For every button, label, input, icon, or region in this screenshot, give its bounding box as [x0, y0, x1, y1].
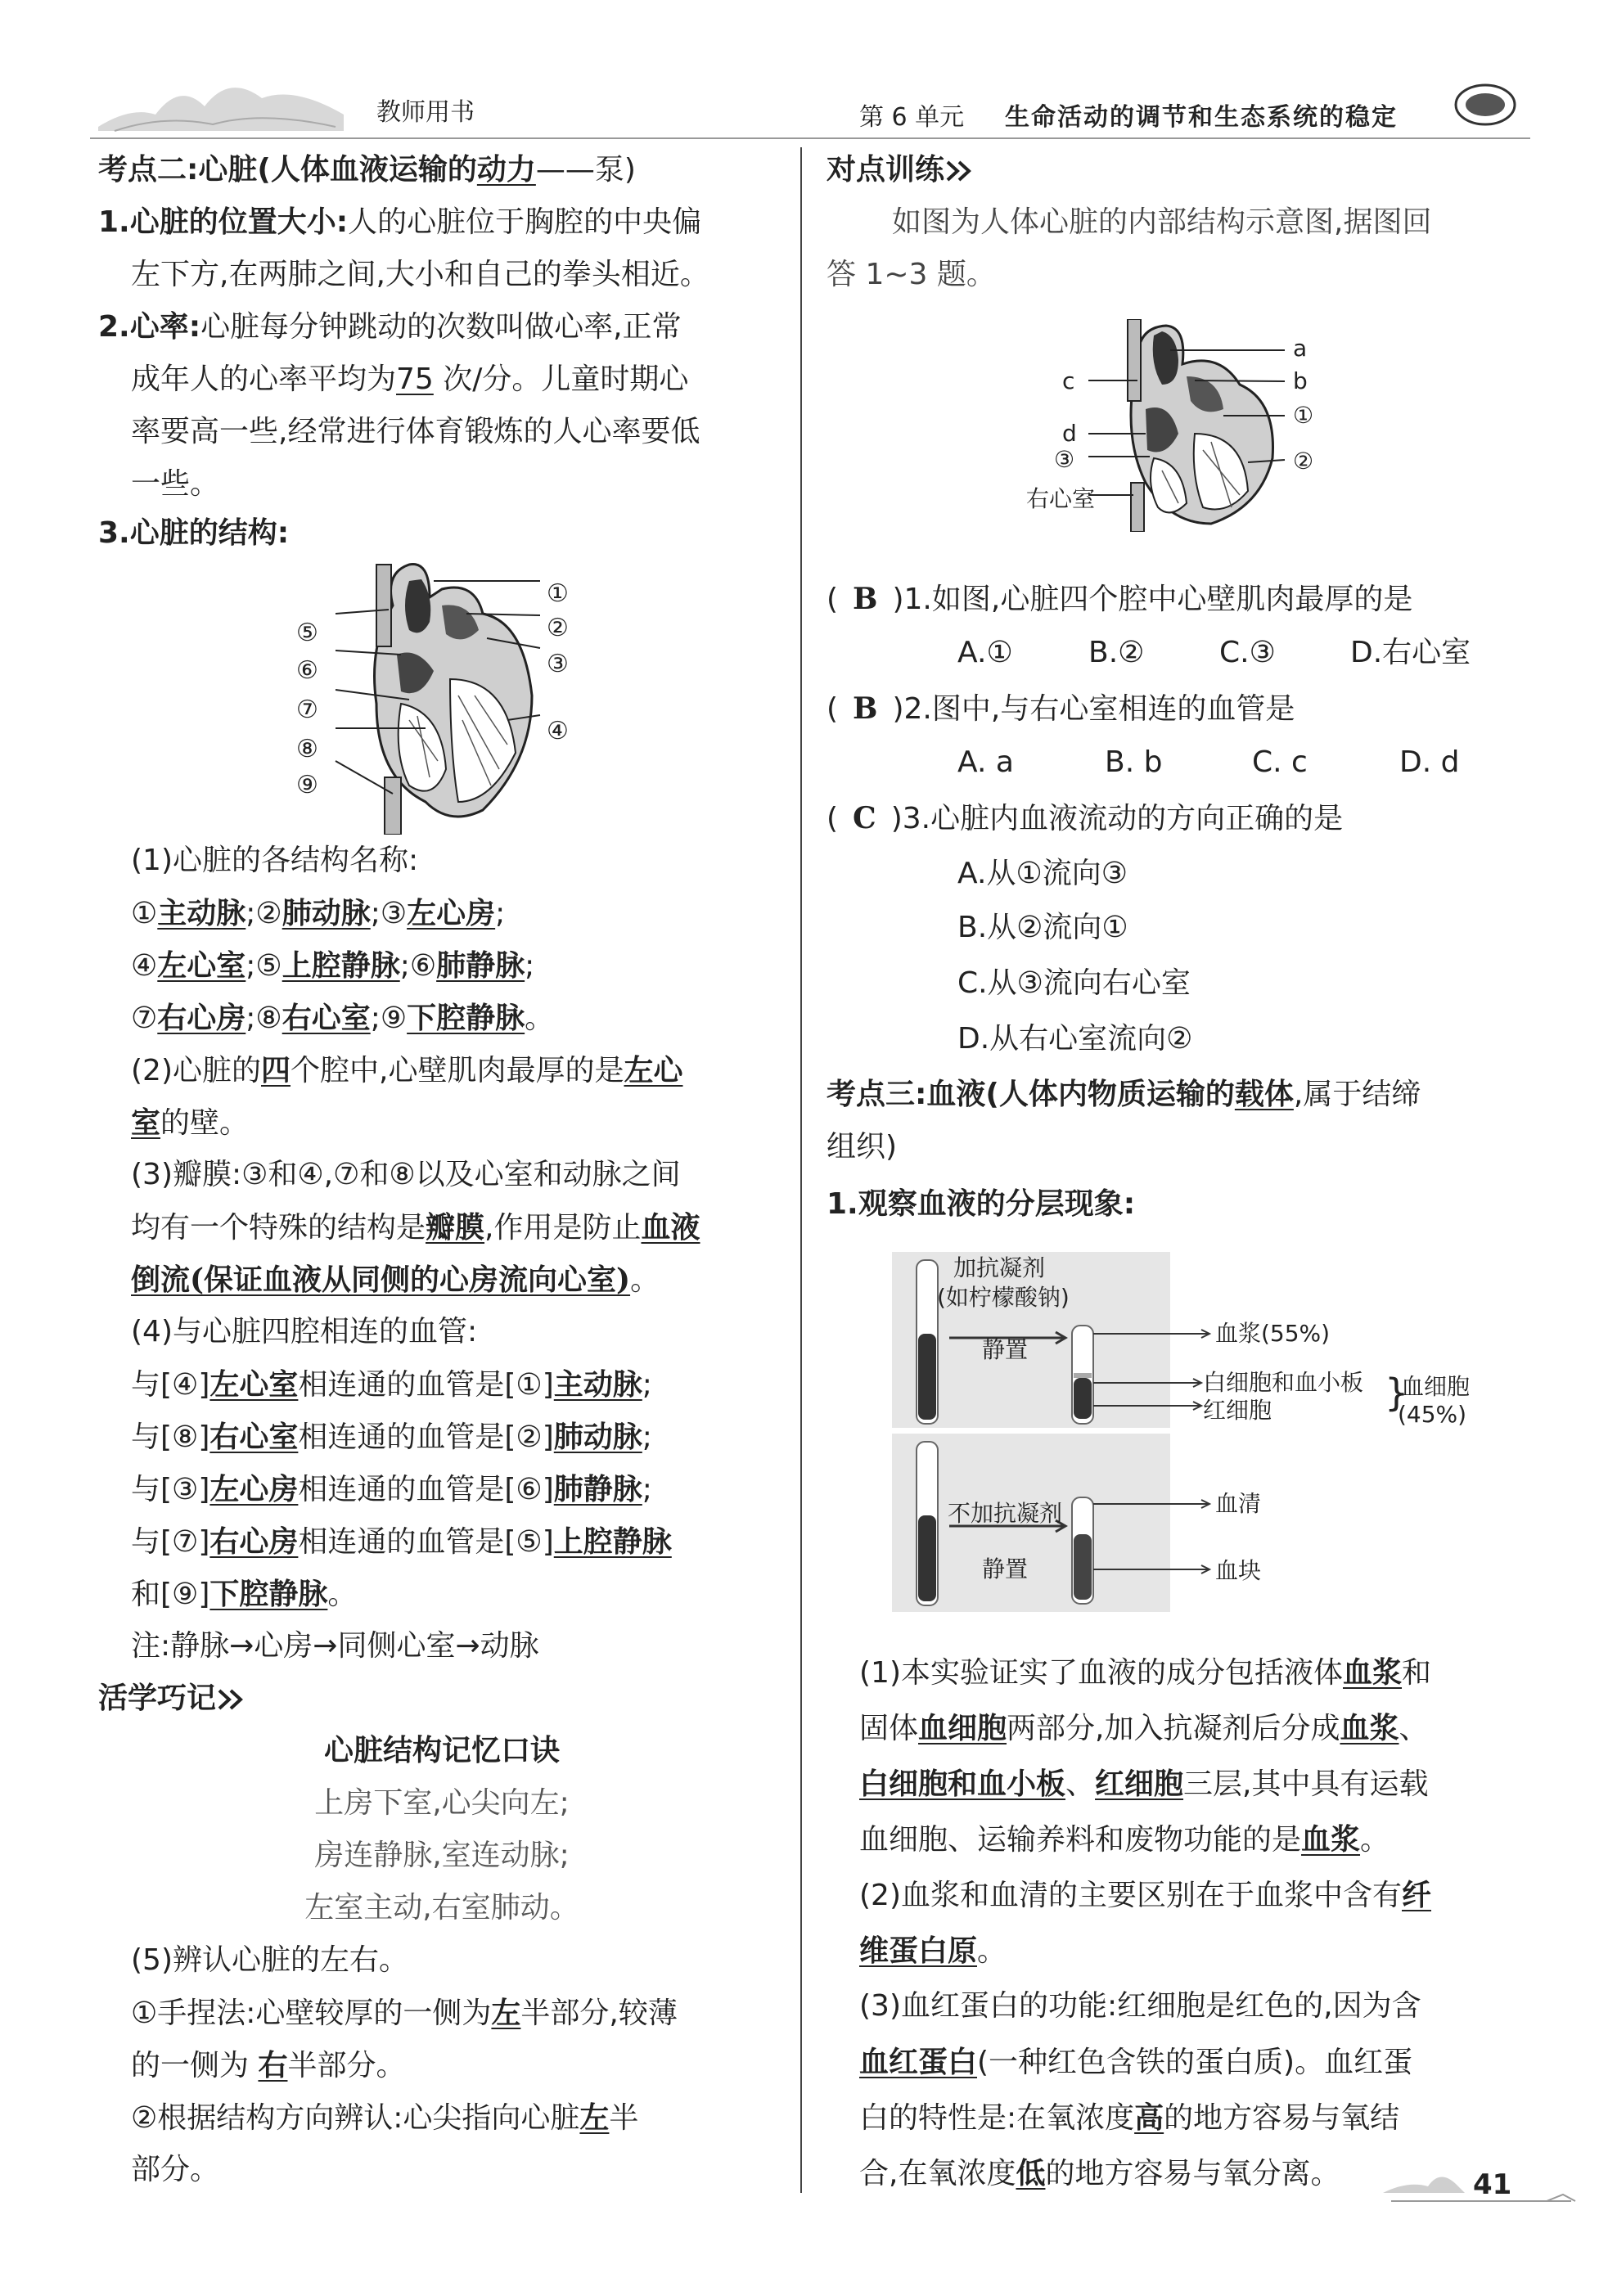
heart-label-4: ④ — [547, 717, 569, 745]
blood-label-rbc: 红细胞 — [1203, 1397, 1272, 1424]
s4-row3: 与[③]左心房相连通的血管是[⑥]肺静脉; — [131, 1472, 652, 1506]
blood-label-citrate: (如柠檬酸钠) — [937, 1284, 1070, 1311]
b3-line4: 合,在氧浓度低的地方容易与氧分离。 — [859, 2156, 1340, 2190]
b3-line2: 血红蛋白(一种红色含铁的蛋白质)。血红蛋 — [859, 2045, 1413, 2079]
fig-label-1: ① — [1293, 402, 1314, 429]
b3-line3: 白的特性是:在氧浓度高的地方容易与氧结 — [859, 2100, 1400, 2135]
blood-top-pointers — [1093, 1326, 1216, 1416]
header-emblem-icon — [1453, 82, 1518, 128]
b1-line3: 白细胞和血小板、红细胞三层,其中具有运载 — [859, 1767, 1429, 1801]
note-vein-flow: 注:静脉→心房→同侧心室→动脉 — [131, 1629, 539, 1663]
fig-label-3: ③ — [1054, 446, 1075, 473]
heart-label-3: ③ — [547, 650, 569, 678]
s4-row4: 与[⑦]右心房相连通的血管是[⑤]上腔静脉 — [131, 1524, 672, 1559]
q3-option-a: A.从①流向③ — [957, 857, 1128, 890]
double-chevron-icon — [944, 159, 974, 183]
blood-label-clot: 血块 — [1215, 1557, 1262, 1584]
rhyme-line-3: 左室主动,右室肺动。 — [304, 1891, 579, 1925]
blood-label-cells: 血细胞 — [1401, 1373, 1471, 1400]
blood-label-cells-pct: (45%) — [1398, 1401, 1467, 1428]
blood-label-plasma: 血浆(55%) — [1215, 1320, 1331, 1347]
s4-title: (4)与心脏四腔相连的血管: — [131, 1315, 478, 1348]
q3-option-d: D.从右心室流向② — [957, 1022, 1193, 1056]
b1-line2: 固体血细胞两部分,加入抗凝剂后分成血浆、 — [859, 1711, 1429, 1745]
q3-option-b: B.从②流向① — [957, 911, 1128, 944]
s4-row2: 与[⑧]右心室相连通的血管是[②]肺动脉; — [131, 1420, 652, 1454]
q1-option-b: B.② — [1088, 636, 1145, 669]
training-intro-1: 如图为人体心脏的内部结构示意图,据图回 — [892, 205, 1432, 239]
s3-line3: 倒流(保证血液从同侧的心房流向心室)。 — [131, 1263, 660, 1297]
q1-option-c: C.③ — [1219, 636, 1276, 669]
k3-heading-line2: 组织) — [827, 1130, 898, 1164]
q2-option-a: A. a — [957, 745, 1014, 779]
heart-label-9: ⑨ — [296, 771, 318, 799]
fig-label-d: d — [1062, 420, 1077, 447]
fig-label-2: ② — [1293, 448, 1314, 475]
s5-line4: 部分。 — [131, 2153, 220, 2186]
b3-line1: (3)血红蛋白的功能:红细胞是红色的,因为含 — [859, 1989, 1421, 2023]
s4-row5: 和[⑨]下腔静脉。 — [131, 1577, 358, 1611]
s1-title: (1)心脏的各结构名称: — [131, 844, 419, 877]
s1-row2: ④左心室;⑤上腔静脉;⑥肺静脉; — [131, 948, 535, 983]
k2-heading: 考点二:心脏(人体血液运输的动力——泵) — [98, 153, 636, 187]
training-intro-2: 答 1~3 题。 — [827, 258, 996, 291]
heart-label-8: ⑧ — [296, 735, 318, 763]
s5-line3: ②根据结构方向辨认:心尖指向心脏左半 — [131, 2100, 639, 2135]
heart-label-7: ⑦ — [296, 696, 318, 724]
b1-line1: (1)本实验证实了血液的成分包括液体血浆和 — [859, 1655, 1432, 1690]
q3-stem: ( C )3.心脏内血液流动的方向正确的是 — [827, 801, 1344, 835]
q2-option-b: B. b — [1105, 745, 1163, 779]
column-divider — [800, 147, 802, 2193]
rhyme-title: 心脏结构记忆口诀 — [323, 1734, 560, 1767]
s5-title: (5)辨认心脏的左右。 — [131, 1943, 408, 1977]
s3-line1: (3)瓣膜:③和④,⑦和⑧以及心室和动脉之间 — [131, 1158, 681, 1191]
fig-label-c: c — [1062, 367, 1075, 394]
q1-stem: ( B )1.如图,心脏四个腔中心壁肌肉最厚的是 — [827, 582, 1413, 616]
heart-label-2: ② — [547, 614, 569, 642]
header-rule — [90, 137, 1530, 139]
fig-label-right-ventricle: 右心室 — [1026, 485, 1096, 512]
heart-label-1: ① — [547, 579, 569, 608]
s3-line2: 均有一个特殊的结构是瓣膜,作用是防止血液 — [131, 1210, 700, 1245]
header-mountain-decoration — [98, 49, 344, 139]
training-heart-diagram — [1088, 319, 1326, 532]
q2-option-c: C. c — [1252, 745, 1308, 779]
header-unit-name: 生命活动的调节和生态系统的稳定 — [1005, 103, 1398, 132]
p2-line4: 一些。 — [131, 467, 220, 501]
blood-label-serum: 血清 — [1215, 1490, 1262, 1517]
p1-line2: 左下方,在两肺之间,大小和自己的拳头相近。 — [131, 258, 709, 291]
rhyme-line-2: 房连静脉,室连动脉; — [314, 1839, 570, 1872]
b2-line2: 维蛋白原。 — [859, 1934, 1007, 1968]
k3-heading-line1: 考点三:血液(人体内物质运输的载体,属于结缔 — [827, 1078, 1421, 1111]
s2-line1: (2)心脏的四个腔中,心壁肌肉最厚的是左心 — [131, 1053, 683, 1087]
heart-label-6: ⑥ — [296, 656, 318, 685]
page-number: 41 — [1473, 2168, 1512, 2201]
blood-label-wbc-platelet: 白细胞和血小板 — [1203, 1369, 1364, 1396]
q3-option-c: C.从③流向右心室 — [957, 966, 1191, 1000]
blood-brace: } — [1385, 1371, 1409, 1415]
heart-label-5: ⑤ — [296, 619, 318, 647]
b2-line1: (2)血浆和血清的主要区别在于血浆中含有纤 — [859, 1878, 1432, 1912]
blood-label-anticoagulant: 加抗凝剂 — [953, 1254, 1046, 1281]
training-heading: 对点训练 — [827, 144, 974, 196]
fig-label-a: a — [1293, 335, 1308, 362]
blood-bottom-pointers — [1093, 1497, 1216, 1579]
p2-line2: 成年人的心率平均为75 次/分。儿童时期心 — [131, 362, 689, 396]
q1-option-d: D.右心室 — [1350, 636, 1471, 669]
header-unit: 第 6 单元 — [859, 103, 965, 132]
p2-line3: 率要高一些,经常进行体育锻炼的人心率要低 — [131, 415, 700, 448]
s4-row1: 与[④]左心室相连通的血管是[①]主动脉; — [131, 1367, 652, 1402]
fig-label-b: b — [1293, 367, 1308, 394]
o1-heading: 1.观察血液的分层现象: — [827, 1187, 1136, 1221]
b1-line4: 血细胞、运输养料和废物功能的是血浆。 — [859, 1822, 1390, 1857]
tip-heading: 活学巧记 — [98, 1672, 245, 1725]
blood-label-still-bottom: 静置 — [982, 1555, 1029, 1582]
header-book-label: 教师用书 — [376, 98, 475, 127]
s5-line2: 的一侧为 右半部分。 — [131, 2048, 406, 2082]
p2-line1: 2.心率:心脏每分钟跳动的次数叫做心率,正常 — [98, 310, 682, 344]
blood-label-no-anticoagulant: 不加抗凝剂 — [948, 1500, 1063, 1527]
double-chevron-icon — [216, 1687, 245, 1712]
s1-row1: ①主动脉;②肺动脉;③左心房; — [131, 896, 506, 930]
rhyme-line-1: 上房下室,心尖向左; — [314, 1786, 570, 1820]
s1-row3: ⑦右心房;⑧右心室;⑨下腔静脉。 — [131, 1001, 555, 1035]
q1-option-a: A.① — [957, 636, 1013, 669]
p3-heading: 3.心脏的结构: — [98, 516, 290, 550]
q2-stem: ( B )2.图中,与右心室相连的血管是 — [827, 691, 1295, 726]
s2-line2: 室的壁。 — [131, 1105, 250, 1140]
blood-label-still-top: 静置 — [982, 1336, 1029, 1363]
p1-line1: 1.心脏的位置大小:人的心脏位于胸腔的中央偏 — [98, 205, 702, 239]
s5-line1: ①手捏法:心壁较厚的一侧为左半部分,较薄 — [131, 1996, 678, 2030]
q2-option-d: D. d — [1399, 745, 1460, 779]
